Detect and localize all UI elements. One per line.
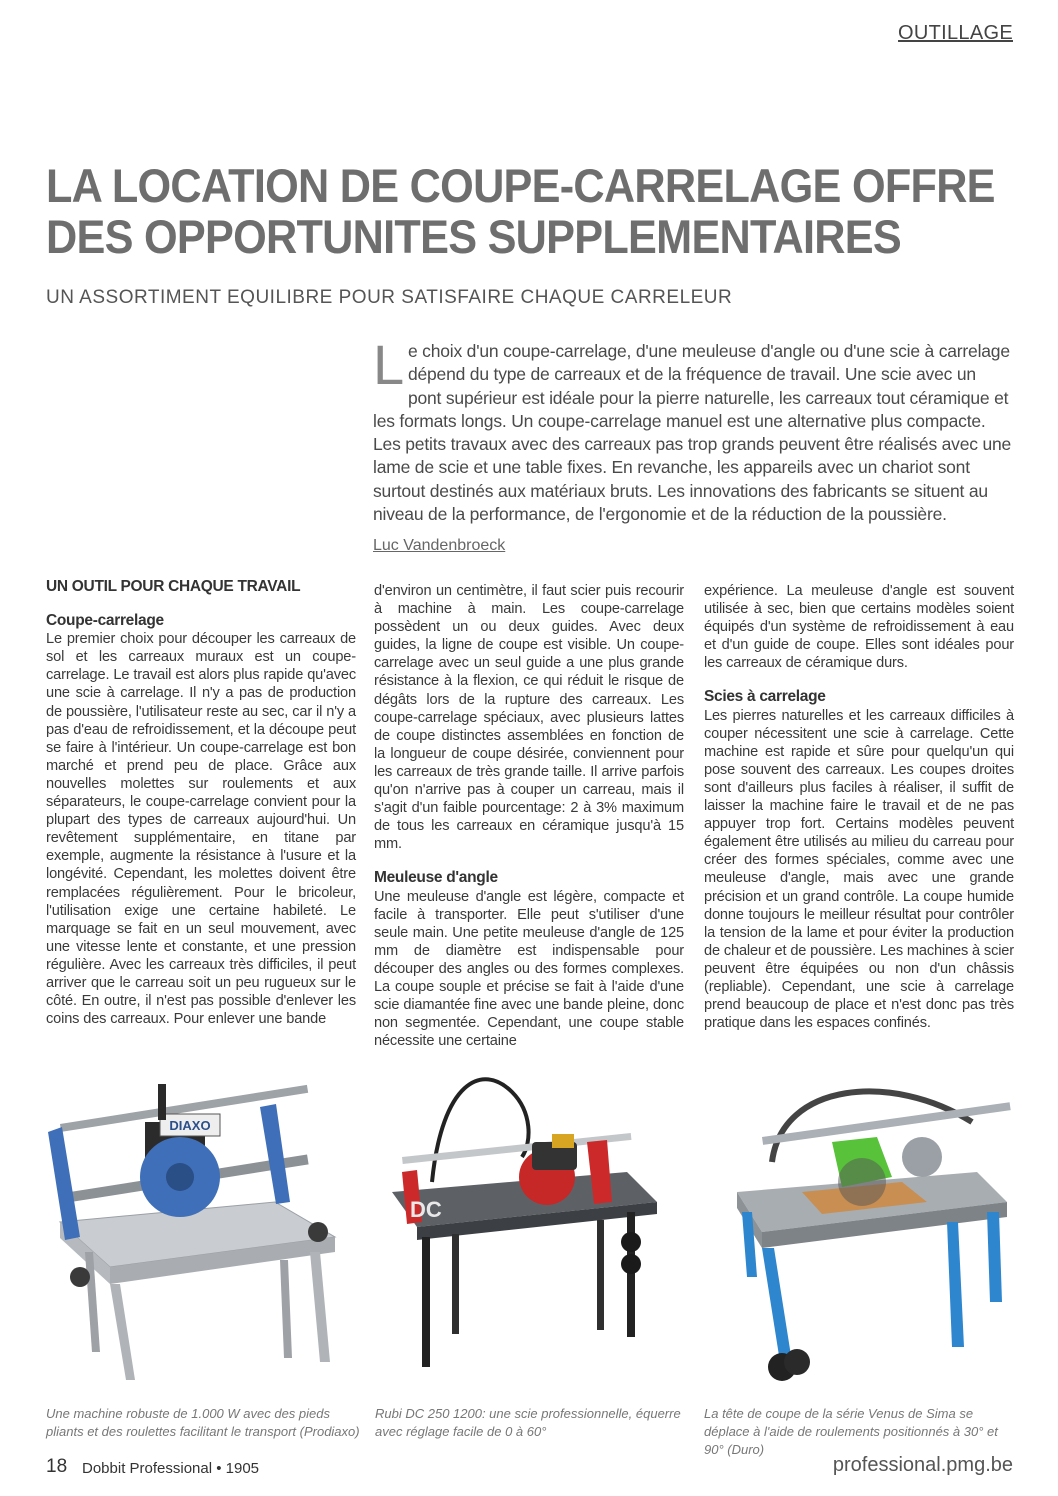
drop-cap: L — [373, 333, 404, 396]
author-byline: Luc Vandenbroeck — [373, 537, 506, 554]
body-paragraph: expérience. La meuleuse d'angle est souvent utilisée à sec, bien que certains modèles soient équipés d'un système de refroidissement à eau et d'un guide de coupe. Elles sont idéales pour les carreaux de céramique durs. — [704, 583, 1014, 672]
magazine-issue: Dobbit Professional • 1905 — [82, 1460, 260, 1477]
website-url: professional.pmg.be — [832, 1454, 1013, 1476]
section-label: OUTILLAGE — [898, 22, 1013, 44]
body-paragraph: Les pierres naturelles et les carreaux difficiles à couper nécessitent une scie à carrelage. Cette machine est rapide et sûre pour quelqu'un qui pose souvent des carreaux. Les coupes droites sont d'ailleurs plus faciles à réaliser, il suffit de laisser la machine faire le travail et de ne pas appuyer trop fort. Certains modèles peuvent également être utilisés au milieu du carreau pour créer des formes spéciales, comme avec une meuleuse d'angle, mais avec une grande précision et un grand contrôle. La coupe humide donne toujours le meilleur résultat pour contrôler la tension de la lame et pour éviter la production de chaleur et de poussière. Les machines à scier peuvent être équipées ou non d'un châssis (repliable). Cependant, une scie à carrelage prend beaucoup de place et n'est donc pas très pratique dans les espaces confinés. — [704, 707, 1014, 1032]
subheading-meuleuse: Meuleuse d'angle — [374, 869, 498, 887]
body-paragraph: Une meuleuse d'angle est légère, compacte et facile à transporter. Elle peut s'utiliser d'une seule main. Une petite meuleuse d'angle de 125 mm de diamètre est indispensable pour découper des angles ou des formes complexes. La coupe souple et précise se fait à l'aide d'une scie diamantée fine avec une bande pleine, donc non segmentée. Cependant, une coupe stable nécessite une certaine — [374, 888, 684, 1050]
product-photo-rubi — [372, 1062, 687, 1392]
section-heading: UN OUTIL POUR CHAQUE TRAVAIL — [46, 578, 301, 595]
product-photo-prodiaxo — [40, 1062, 355, 1392]
photo-caption-2: Rubi DC 250 1200: une scie professionnelle, équerre avec réglage facile de 0 à 60° — [375, 1406, 681, 1439]
photo-caption-1: Une machine robuste de 1.000 W avec des pieds pliants et des roulettes facilitant le transport (Prodiaxo) — [46, 1406, 360, 1439]
article-title — [46, 159, 995, 263]
product-photo-sima — [702, 1062, 1017, 1392]
body-column-3 — [704, 582, 1014, 1032]
title-line-2: DES OPPORTUNITES SUPPLEMENTAIRES — [46, 210, 901, 263]
rubi-dc-logo: DC — [410, 1197, 442, 1222]
body-paragraph: Le premier choix pour découper les carreaux de sol et les carreaux muraux est un coupe-carrelage. Le travail est alors plus rapide qu'avec une scie à carrelage. Il n'y a pas de production de poussière, l'utilisateur reste au sec, car il n'y a pas d'eau de refroidissement, et la découpe peut se faire à l'intérieur. Un coupe-carrelage est bon marché et prend peu de place. Grâce aux nouvelles molettes sur roulements et aux séparateurs, le coupe-carrelage convient pour la plupart des types de carreaux aujourd'hui. Un revêtement supplémentaire, en titane par exemple, augmente la résistance à l'usure et la longévité. Cependant, les molettes doivent être remplacées régulièrement. Pour le bricoleur, l'utilisation exige une certaine habileté. Le marquage se fait en un seul mouvement, avec une vitesse lente et constante, et une pression régulière. Avec les carreaux très difficiles, il peut arriver que le carreau soit un peu rugueux sur le côté. En outre, il n'est pas possible d'enlever les coins des carreaux. Pour enlever une bande — [46, 631, 356, 1028]
subheading-coupe-carrelage: Coupe-carrelage — [46, 612, 164, 630]
intro-paragraph — [373, 333, 1013, 526]
subheading-scies: Scies à carrelage — [704, 688, 826, 706]
page-number: 18 — [46, 1456, 68, 1477]
body-column-1 — [46, 578, 356, 1028]
title-line-1: LA LOCATION DE COUPE-CARRELAGE OFFRE — [46, 159, 995, 212]
photo-caption-3: La tête de coupe de la série Venus de Sima se déplace à l'aide de roulements positionnés à 30° et 90° (Duro) — [704, 1406, 998, 1457]
intro-text: e choix d'un coupe-carrelage, d'une meuleuse d'angle ou d'une scie à carrelage dépend du type de carreaux et de la fréquence de travail. Une scie avec un pont supérieur est idéale pour la pierre naturelle, les carreaux tout céramique et les formats longs. Un coupe-carrelage manuel est une alternative plus compacte. Les petits travaux avec des carreaux pas trop grands peuvent être réalisés avec une lame de scie et une table fixes. En revanche, les appareils avec un chariot sont surtout destinés aux matériaux bruts. Les innovations des fabricants se situent au niveau de la performance, de l'ergonomie et de la réduction de la poussière. — [373, 341, 1012, 525]
body-paragraph: d'environ un centimètre, il faut scier puis recourir à machine à main. Les coupe-carrelage possèdent un ou deux guides. Avec deux guides, la ligne de coupe est visible. Un coupe-carrelage avec un seul guide a une plus grande résistance à la flexion, ce qui réduit le risque de dégâts lors de la rupture des carreaux. Les coupe-carrelage spéciaux, avec plusieurs lattes de coupe distinctes assemblées en fonction de la longueur de coupe désirée, conviennent pour les carreaux de très grande taille. Il arrive parfois qu'on n'arrive pas à couper un carreau, mais il s'agit d'un faible pourcentage: 2 à 3% maximum de tous les carreaux en céramique jusqu'à 15 mm. — [374, 583, 684, 853]
diaxo-logo: DIAXO — [169, 1118, 211, 1133]
article-subtitle: UN ASSORTIMENT EQUILIBRE POUR SATISFAIRE CHAQUE CARRELEUR — [46, 287, 733, 308]
body-column-2 — [374, 582, 684, 1050]
